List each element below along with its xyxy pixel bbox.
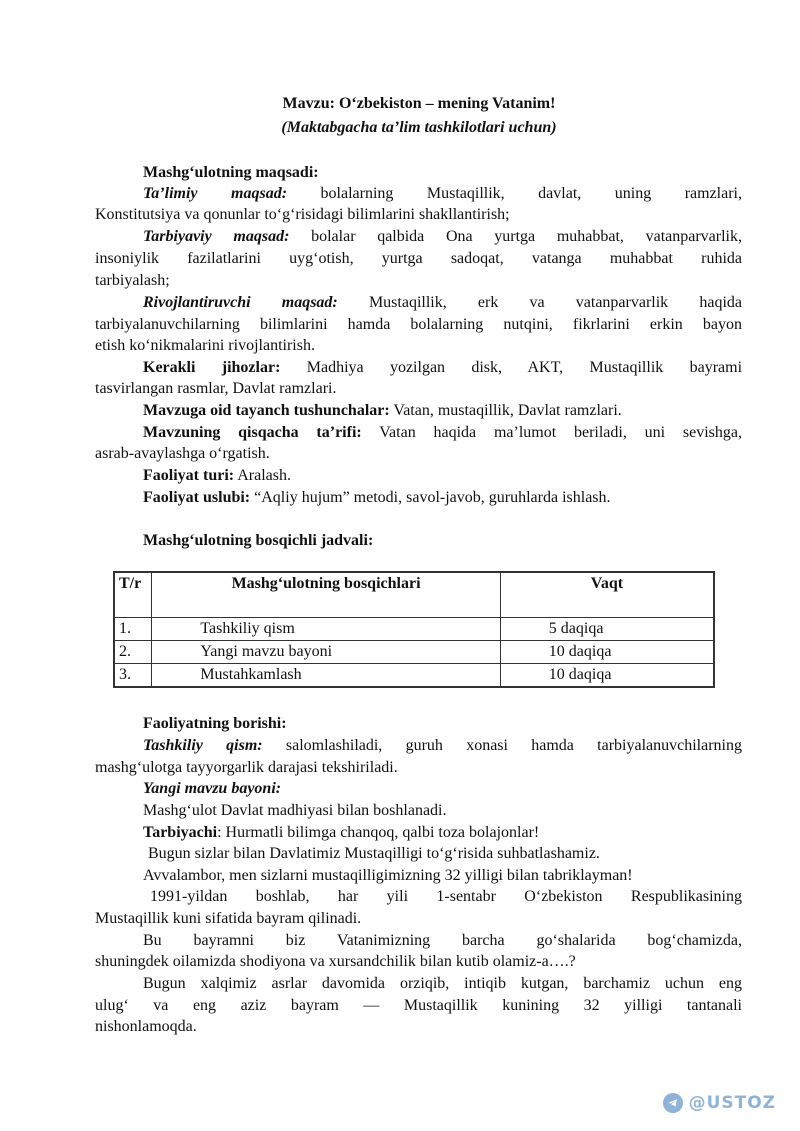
row-stage: Yangi mavzu bayoni bbox=[152, 641, 500, 664]
summary-line bbox=[95, 422, 742, 443]
schedule-heading: Mashg‘ulotning bosqichli jadvali: bbox=[143, 532, 374, 549]
column-header-time: Vaqt bbox=[500, 572, 714, 618]
concepts-text: Vatan, mustaqillik, Davlat ramzlari. bbox=[393, 402, 622, 419]
row-stage: Mustahkamlash bbox=[152, 664, 500, 688]
organizational-label: Tashkiliy qism: bbox=[143, 737, 263, 754]
educational-goal-text: bolalarning Mustaqillik, davlat, uning ramzlari, bbox=[320, 185, 742, 202]
table-row bbox=[114, 664, 714, 688]
upbringing-goal-text-2: insoniylik fazilatlarini uyg‘otish, yurtga sadoqat, vatanga muhabbat ruhida bbox=[95, 250, 742, 267]
summary-text: Vatan haqida ma’lumot beriladi, uni sevishga, bbox=[379, 424, 743, 441]
row-stage: Tashkiliy qism bbox=[152, 618, 500, 641]
concepts-line bbox=[143, 400, 622, 421]
activity-method-text: “Aqliy hujum” metodi, savol-javob, guruhlarda ishlash. bbox=[254, 489, 611, 506]
document-title: Mavzu: O‘zbekiston – mening Vatanim! bbox=[282, 95, 556, 112]
teacher-text: : Hurmatli bilimga chanqoq, qalbi toza bolajonlar! bbox=[217, 824, 540, 841]
goals-heading: Mashg‘ulotning maqsadi: bbox=[143, 164, 319, 181]
paragraph-4-line-1: 1991-yildan boshlab, har yili 1-sentabr O‘zbekiston Respublikasining bbox=[150, 888, 742, 905]
equipment-text-2: tasvirlangan rasmlar, Davlat ramzlari. bbox=[95, 380, 337, 397]
paragraph-3: Avvalambor, men sizlarni mustaqilligimizning 32 yilligi bilan tabriklayman! bbox=[143, 867, 633, 884]
upbringing-goal-line bbox=[95, 226, 742, 247]
paragraph-2: Bugun sizlar bilan Davlatimiz Mustaqilligi to‘g‘risida suhbatlashamiz. bbox=[148, 845, 600, 862]
developmental-goal-text-3: etish ko‘nikmalarini rivojlantirish. bbox=[95, 337, 315, 354]
paragraph-6-line-3: nishonlamoqda. bbox=[95, 1018, 197, 1035]
paragraph-6-line-2: ulug‘ va eng aziz bayram — Mustaqillik kunining 32 yilligi tantanali bbox=[95, 997, 742, 1014]
paragraph-6-line-1: Bugun xalqimiz asrlar davomida orziqib, intiqib kutgan, barchamiz uchun eng bbox=[143, 975, 742, 992]
organizational-text: salomlashiladi, guruh xonasi hamda tarbiyalanuvchilarning bbox=[285, 737, 743, 754]
paragraph-5-line-1: Bu bayramni biz Vatanimizning barcha go‘shalarida bog‘chamizda, bbox=[143, 932, 742, 949]
organizational-text-2: mashg‘ulotga tayyorgarlik darajasi tekshiriladi. bbox=[95, 759, 398, 776]
teacher-line bbox=[143, 822, 539, 843]
table-header-row bbox=[114, 572, 714, 618]
column-header-stage: Mashg‘ulotning bosqichlari bbox=[152, 572, 500, 618]
row-time: 10 daqiqa bbox=[500, 664, 714, 688]
equipment-label: Kerakli jihozlar: bbox=[143, 359, 281, 376]
activity-method-line bbox=[143, 487, 611, 508]
new-topic-label: Yangi mavzu bayoni: bbox=[143, 780, 282, 797]
activity-method-label: Faoliyat uslubi: bbox=[143, 489, 251, 506]
upbringing-goal-label: Tarbiyaviy maqsad: bbox=[143, 228, 290, 245]
watermark-text: @USTOZ bbox=[688, 1093, 776, 1113]
column-header-number: T/r bbox=[114, 572, 152, 618]
schedule-table bbox=[113, 571, 715, 688]
equipment-text: Madhiya yozilgan disk, AKT, Mustaqillik bayrami bbox=[306, 359, 743, 376]
document-subtitle: (Maktabgacha ta’lim tashkilotlari uchun) bbox=[281, 119, 557, 136]
developmental-goal-text: Mustaqillik, erk va vatanparvarlik haqida bbox=[368, 294, 743, 311]
row-number: 1. bbox=[114, 618, 152, 641]
row-time: 5 daqiqa bbox=[500, 618, 714, 641]
activity-type-line bbox=[143, 465, 291, 486]
educational-goal-label: Ta’limiy maqsad: bbox=[143, 185, 288, 202]
organizational-line bbox=[95, 735, 742, 756]
ustoz-watermark bbox=[663, 1093, 776, 1113]
summary-label: Mavzuning qisqacha ta’rifi: bbox=[143, 424, 362, 441]
educational-goal-text-2: Konstitutsiya va qonunlar to‘g‘risidagi bilimlarini shakllantirish; bbox=[95, 206, 510, 223]
paragraph-5-line-2: shuningdek oilamizda shodiyona va xursandchilik bilan kutib olamiz-a….? bbox=[95, 953, 576, 970]
teacher-label: Tarbiyachi bbox=[143, 824, 218, 841]
telegram-icon bbox=[663, 1093, 683, 1113]
table-row bbox=[114, 618, 714, 641]
educational-goal-line bbox=[95, 183, 742, 204]
paragraph-1: Mashg‘ulot Davlat madhiyasi bilan boshlanadi. bbox=[143, 802, 447, 819]
developmental-goal-text-2: tarbiyalanuvchilarning bilimlarini hamda bolalarning nutqini, fikrlarini erkin bayon bbox=[95, 316, 742, 333]
upbringing-goal-text: bolalar qalbida Ona yurtga muhabbat, vatanparvarlik, bbox=[311, 228, 743, 245]
activity-type-label: Faoliyat turi: bbox=[143, 467, 235, 484]
summary-text-2: asrab-avaylashga o‘rgatish. bbox=[95, 445, 270, 462]
table-row bbox=[114, 641, 714, 664]
row-time: 10 daqiqa bbox=[500, 641, 714, 664]
progress-heading: Faoliyatning borishi: bbox=[143, 715, 287, 732]
activity-type-text: Aralash. bbox=[237, 467, 291, 484]
developmental-goal-line bbox=[95, 292, 742, 313]
row-number: 2. bbox=[114, 641, 152, 664]
row-number: 3. bbox=[114, 664, 152, 688]
developmental-goal-label: Rivojlantiruvchi maqsad: bbox=[143, 294, 338, 311]
upbringing-goal-text-3: tarbiyalash; bbox=[95, 272, 170, 289]
concepts-label: Mavzuga oid tayanch tushunchalar: bbox=[143, 402, 390, 419]
paragraph-4-line-2: Mustaqillik kuni sifatida bayram qilinadi. bbox=[95, 910, 362, 927]
equipment-line bbox=[95, 357, 742, 378]
